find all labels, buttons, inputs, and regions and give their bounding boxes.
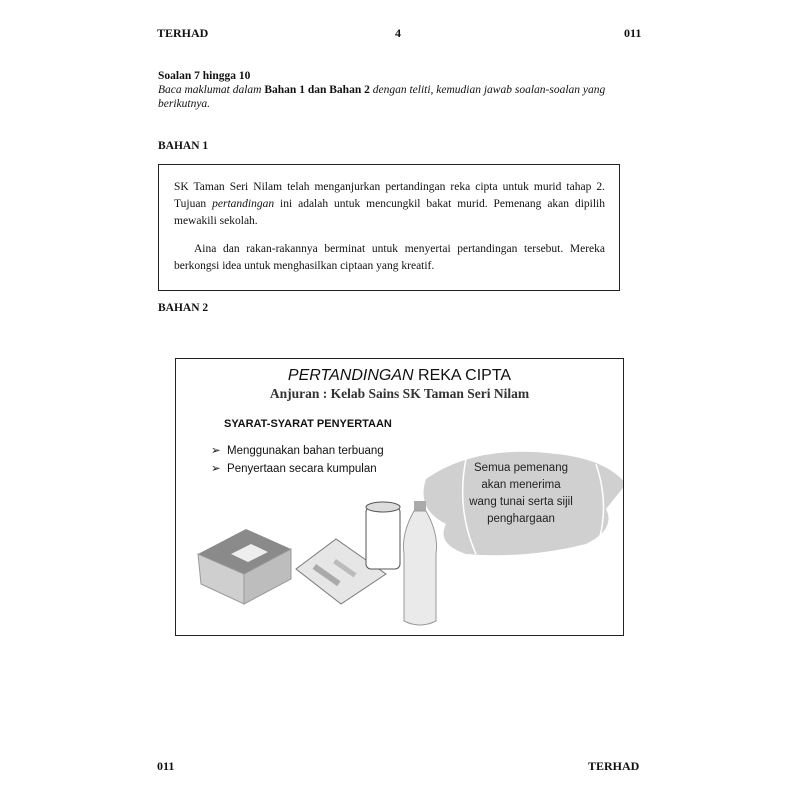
cardboard-box-icon — [198, 529, 291, 604]
bahan1-label: BAHAN 1 — [158, 140, 209, 152]
instr-bold: Bahan 1 — [264, 84, 305, 96]
plastic-bottle-icon — [403, 501, 436, 625]
prize-line: wang tunai serta sijil — [469, 496, 573, 508]
instr-text: Baca maklumat dalam — [158, 84, 265, 96]
rule-text: Menggunakan bahan terbuang — [227, 445, 384, 457]
poster-organizer: Anjuran : Kelab Sains SK Taman Seri Nilam — [269, 386, 530, 401]
p1-text: SK Taman Seri Nilam telah menganjurkan pertandingan reka cipta untuk murid tahap 2. Tujuan — [174, 181, 605, 210]
question-instruction — [158, 83, 638, 111]
bahan2-poster — [175, 358, 624, 636]
rule-text: Penyertaan secara kumpulan — [227, 463, 377, 475]
instr-bold: dan — [304, 84, 330, 96]
soda-can-icon — [366, 502, 400, 569]
question-title: Soalan 7 hingga 10 — [158, 70, 251, 82]
p1-italic: pertandingan — [212, 198, 275, 210]
instr-text: dengan teliti, kemudian jawab soalan-soalan yang berikutnya. — [158, 84, 606, 110]
page-number: 4 — [395, 26, 401, 40]
prize-line: penghargaan — [487, 513, 555, 525]
arrow-bullet-icon: ➢ — [211, 445, 221, 457]
prize-text — [456, 460, 586, 528]
poster-title-italic: PERTANDINGAN — [287, 367, 414, 384]
instr-bold: Bahan 2 — [329, 84, 370, 96]
bahan1-paragraph-1 — [159, 179, 619, 230]
header-left: TERHAD — [157, 26, 209, 40]
rules-heading: SYARAT-SYARAT PENYERTAAN — [224, 418, 392, 430]
footer-left: 011 — [157, 759, 175, 773]
footer-right: TERHAD — [588, 759, 640, 773]
prize-line: akan menerima — [481, 479, 561, 491]
prize-line: Semua pemenang — [474, 462, 568, 474]
bahan2-label: BAHAN 2 — [158, 302, 209, 314]
bahan1-box — [158, 164, 620, 291]
p1-text: ini adalah untuk mencungkil bakat murid. Pemenang akan dipilih mewakili sekolah. — [174, 198, 606, 227]
bahan1-paragraph-2: Aina dan rakan-rakannya berminat untuk menyertai pertandingan tersebut. Mereka berkongsi idea untuk menghasilkan ciptaan yang kreatif. — [174, 243, 605, 272]
arrow-bullet-icon: ➢ — [211, 463, 221, 475]
poster-title-rest: REKA CIPTA — [413, 367, 512, 384]
header-right: 011 — [624, 26, 642, 40]
